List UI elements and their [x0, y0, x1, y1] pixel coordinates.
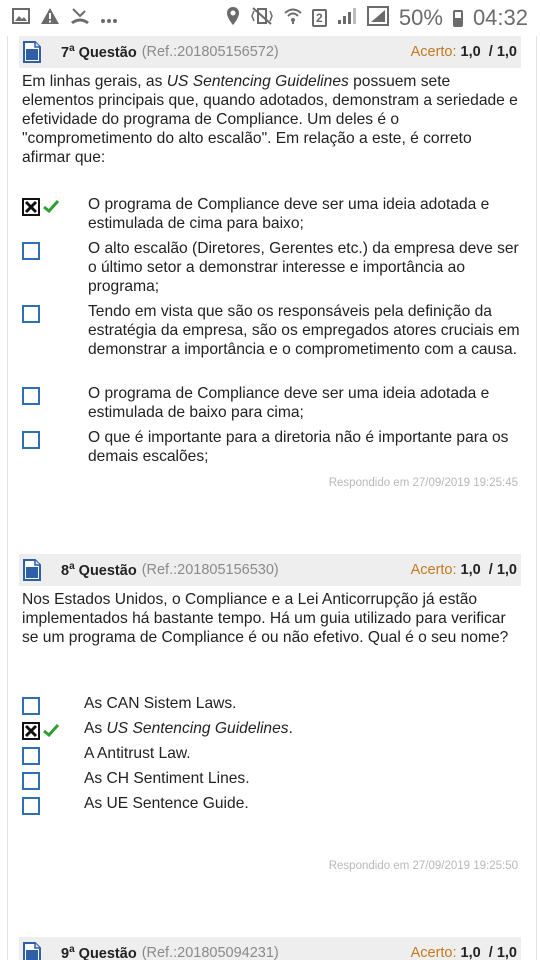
question-score: Acerto: 1,0 / 1,0: [410, 44, 517, 60]
option-text: As CH Sentiment Lines.: [84, 770, 250, 787]
more-icon: [100, 9, 118, 28]
option-text: A Antitrust Law.: [84, 745, 191, 762]
document-icon: [23, 41, 41, 63]
question-number: 8$^a$ Questão: [61, 561, 137, 579]
wifi-icon: [284, 7, 302, 29]
option-text: O programa de Compliance deve ser uma ideia adotada e estimulada de baixo para cima;: [88, 385, 490, 421]
checkmark-icon: [43, 199, 59, 218]
sim-icon: 2: [312, 9, 327, 27]
option-text: O programa de Compliance deve ser uma ideia adotada e estimulada de cima para baixo;: [88, 196, 490, 232]
question-score: Acerto: 1,0 / 1,0: [410, 945, 517, 960]
frame-divider: [7, 36, 8, 960]
question-block: [19, 937, 521, 960]
question-block: [19, 36, 521, 167]
clock: 04:32: [472, 5, 528, 30]
question-header: [19, 937, 521, 960]
checkbox-icon[interactable]: [22, 722, 40, 740]
option-text: O alto escalão (Diretores, Gerentes etc.) da empresa deve ser o último setor a demonstrar interesse e importância ao programa;: [88, 240, 519, 295]
question-number: 9$^a$ Questão: [61, 944, 137, 960]
vibrate-icon: [250, 7, 274, 29]
question-ref: (Ref.:201805156530): [141, 562, 279, 578]
checkbox-icon[interactable]: [22, 697, 40, 715]
checkbox-icon[interactable]: [22, 305, 40, 323]
location-icon: [226, 6, 240, 30]
page-content: [0, 36, 540, 960]
question-text: Em linhas gerais, as US Sentencing Guidelines possuem sete elementos principais que, quando adotados, demonstram a seriedade e efetividade do programa de Compliance. Um deles é o "comprometimento do alto escalão". Em relação a este, é correto afirmar que:: [22, 73, 518, 166]
checkbox-icon[interactable]: [22, 747, 40, 765]
warning-icon: [40, 7, 60, 29]
question-ref: (Ref.:201805156572): [141, 44, 279, 60]
question-block: [19, 554, 521, 647]
checkbox-icon[interactable]: [22, 797, 40, 815]
status-bar: [0, 0, 540, 36]
document-icon: [23, 559, 41, 581]
question-header: [19, 554, 521, 586]
option-text: As UE Sentence Guide.: [84, 795, 249, 812]
battery-icon: [453, 10, 463, 27]
answered-timestamp: Respondido em 27/09/2019 19:25:45: [328, 477, 518, 489]
question-number: 7$^a$ Questão: [61, 43, 137, 61]
option-text: As US Sentencing Guidelines.: [84, 720, 293, 737]
checkbox-icon[interactable]: [22, 772, 40, 790]
document-icon: [23, 942, 41, 960]
status-bar-left: [12, 7, 118, 29]
option-text: As CAN Sistem Laws.: [84, 695, 237, 712]
signal-icon-2: [367, 6, 389, 30]
question-score: Acerto: 1,0 / 1,0: [410, 562, 517, 578]
option-text: Tendo em vista que são os responsáveis pela definição da estratégia da empresa, são os empregados atores cruciais em demonstrar a importância e o comprometimento com a causa.: [88, 303, 520, 358]
image-icon: [12, 8, 30, 28]
status-bar-right: [226, 5, 528, 31]
checkbox-icon[interactable]: [22, 431, 40, 449]
frame-divider: [536, 36, 537, 960]
answered-timestamp: Respondido em 27/09/2019 19:25:50: [328, 860, 518, 872]
battery-percent: 50%: [398, 5, 443, 30]
signal-icon: [337, 7, 357, 29]
question-ref: (Ref.:201805094231): [141, 945, 279, 960]
checkbox-icon[interactable]: [22, 387, 40, 405]
checkmark-icon: [43, 723, 59, 742]
checkbox-icon[interactable]: [22, 242, 40, 260]
question-header: [19, 36, 521, 68]
checkbox-icon[interactable]: [22, 198, 40, 216]
question-text: Nos Estados Unidos, o Compliance e a Lei Anticorrupção já estão implementados há bastante tempo. Há um guia utilizado para verificar se um programa de Compliance é ou não efetivo. Qual é o seu nome?: [22, 591, 509, 646]
missed-call-icon: [70, 7, 90, 29]
option-text: O que é importante para a diretoria não é importante para os demais escalões;: [88, 429, 509, 465]
